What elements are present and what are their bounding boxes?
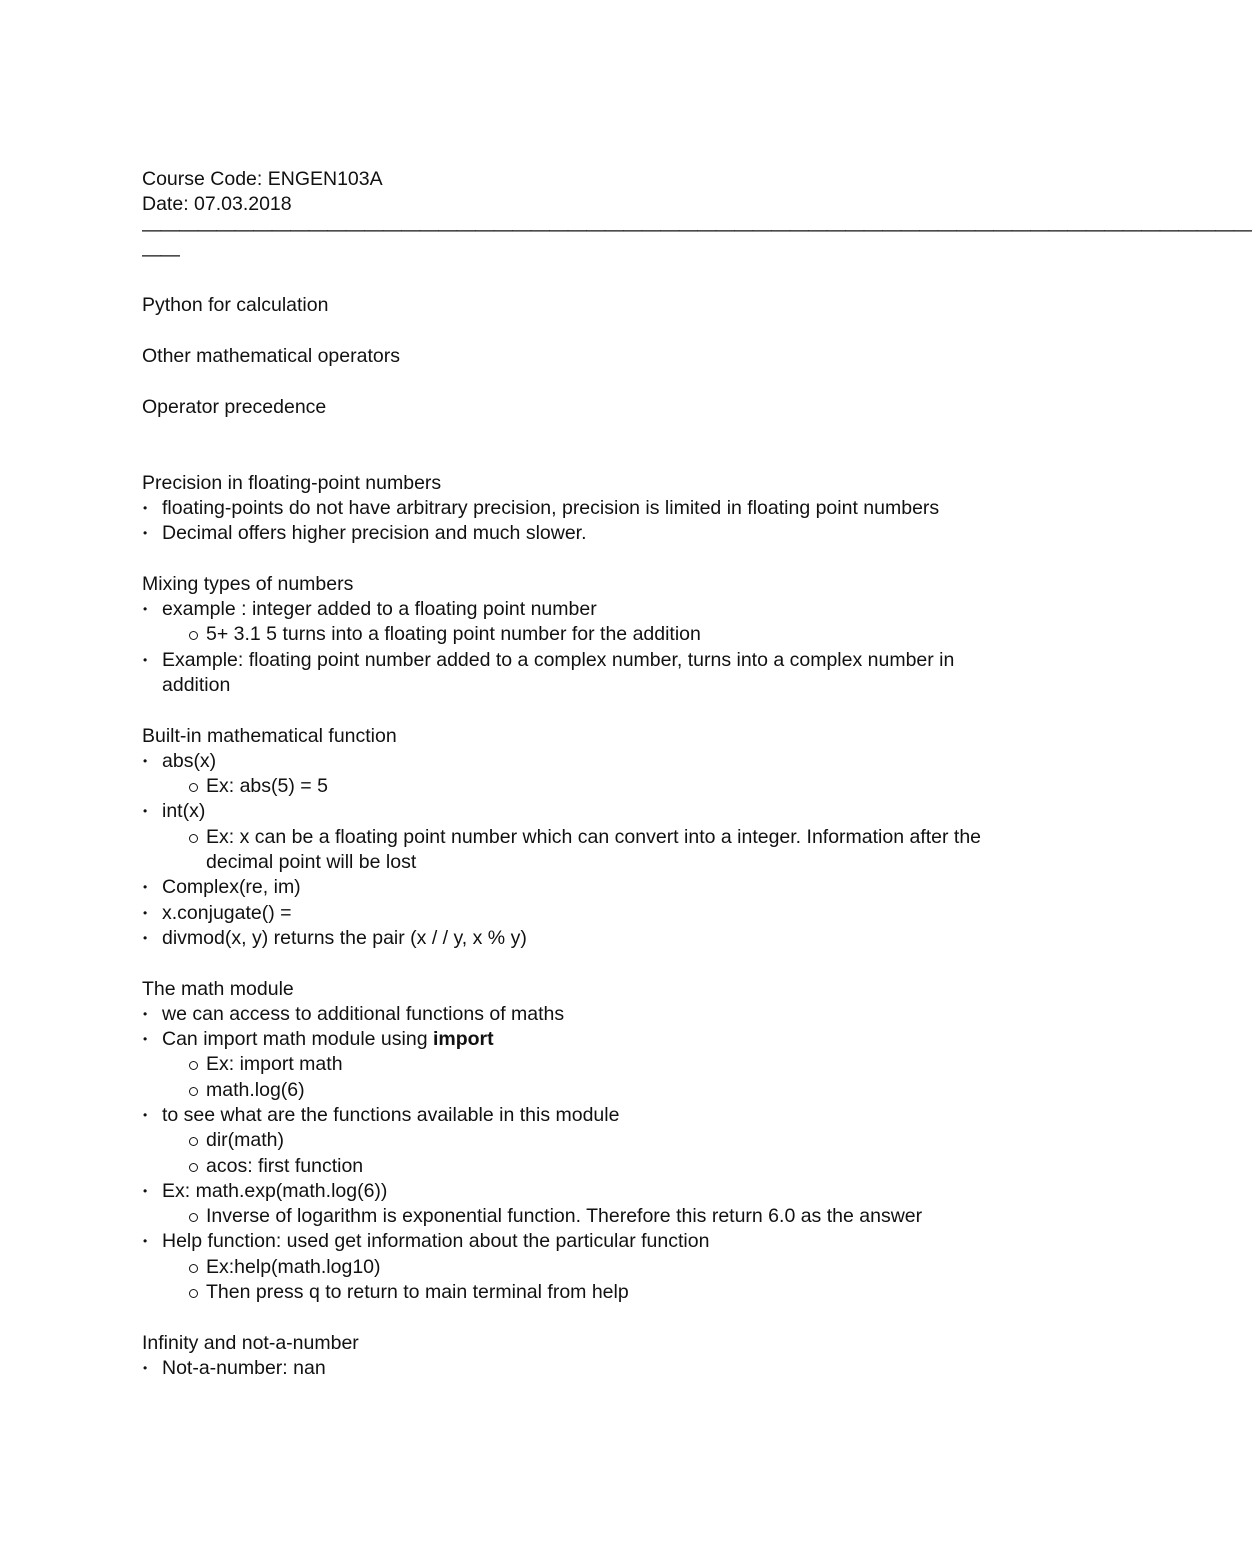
list-item: • example : integer added to a floating point number bbox=[142, 597, 1072, 622]
list-item: • Help function: used get information about the particular function bbox=[142, 1229, 1072, 1254]
sub-list-item: 5+ 3.1 5 turns into a floating point number for the addition bbox=[142, 622, 1072, 647]
import-keyword: import bbox=[432, 1028, 494, 1051]
separator-rule: ———————————————————————————————————————————————————————————— bbox=[142, 218, 1252, 241]
list-item: • abs(x) bbox=[142, 749, 1072, 774]
builtin-heading: Built-in mathematical function bbox=[142, 724, 397, 747]
list-item: • Example: floating point number added to a complex number, turns into a complex number in bbox=[142, 648, 1072, 673]
course-code: Course Code: ENGEN103A bbox=[142, 168, 383, 190]
list-item: • we can access to additional functions of maths bbox=[142, 1002, 1072, 1027]
topic-other-operators: Other mathematical operators bbox=[142, 345, 400, 368]
list-item-continuation: addition bbox=[162, 673, 231, 696]
list-item-import bbox=[142, 1027, 1072, 1052]
sub-list-item: Ex: import math bbox=[142, 1052, 1072, 1077]
sub-list-item: math.log(6) bbox=[142, 1078, 1072, 1103]
sub-list-item: acos: first function bbox=[142, 1154, 1072, 1179]
list-item: • Ex: math.exp(math.log(6)) bbox=[142, 1179, 1072, 1204]
date: Date: 07.03.2018 bbox=[142, 193, 292, 216]
math-module-heading: The math module bbox=[142, 977, 294, 1000]
precision-heading: Precision in floating-point numbers bbox=[142, 471, 442, 494]
list-item: • Not-a-number: nan bbox=[142, 1356, 1072, 1381]
sub-list-item: Ex:help(math.log10) bbox=[142, 1255, 1072, 1280]
list-item: • divmod(x, y) returns the pair (x / / y, x % y) bbox=[142, 926, 1072, 951]
sub-list-item: dir(math) bbox=[142, 1128, 1072, 1153]
list-item: • x.conjugate() = bbox=[142, 901, 1072, 926]
infinity-heading: Infinity and not-a-number bbox=[142, 1331, 359, 1354]
list-item: • int(x) bbox=[142, 799, 1072, 824]
mixing-heading: Mixing types of numbers bbox=[142, 572, 354, 595]
sub-list-item-continuation: decimal point will be lost bbox=[206, 851, 417, 874]
import-text: Can import math module using bbox=[162, 1028, 433, 1051]
list-item: • to see what are the functions available in this module bbox=[142, 1103, 1072, 1128]
topic-python-calc: Python for calculation bbox=[142, 294, 329, 317]
document-body bbox=[142, 167, 1252, 1381]
list-item: • Complex(re, im) bbox=[142, 875, 1072, 900]
sub-list-item: Ex: x can be a floating point number which can convert into a integer. Information after the bbox=[142, 825, 1072, 850]
sub-list-item: Inverse of logarithm is exponential function. Therefore this return 6.0 as the answer bbox=[142, 1204, 1072, 1229]
separator-rule-tail: —— bbox=[142, 243, 179, 266]
list-item: • Decimal offers higher precision and much slower. bbox=[142, 521, 1072, 546]
sub-list-item: Then press q to return to main terminal from help bbox=[142, 1280, 1072, 1305]
topic-operator-precedence: Operator precedence bbox=[142, 395, 327, 418]
list-item: • floating-points do not have arbitrary precision, precision is limited in floating point numbers bbox=[142, 496, 1072, 521]
sub-list-item: Ex: abs(5) = 5 bbox=[142, 774, 1072, 799]
